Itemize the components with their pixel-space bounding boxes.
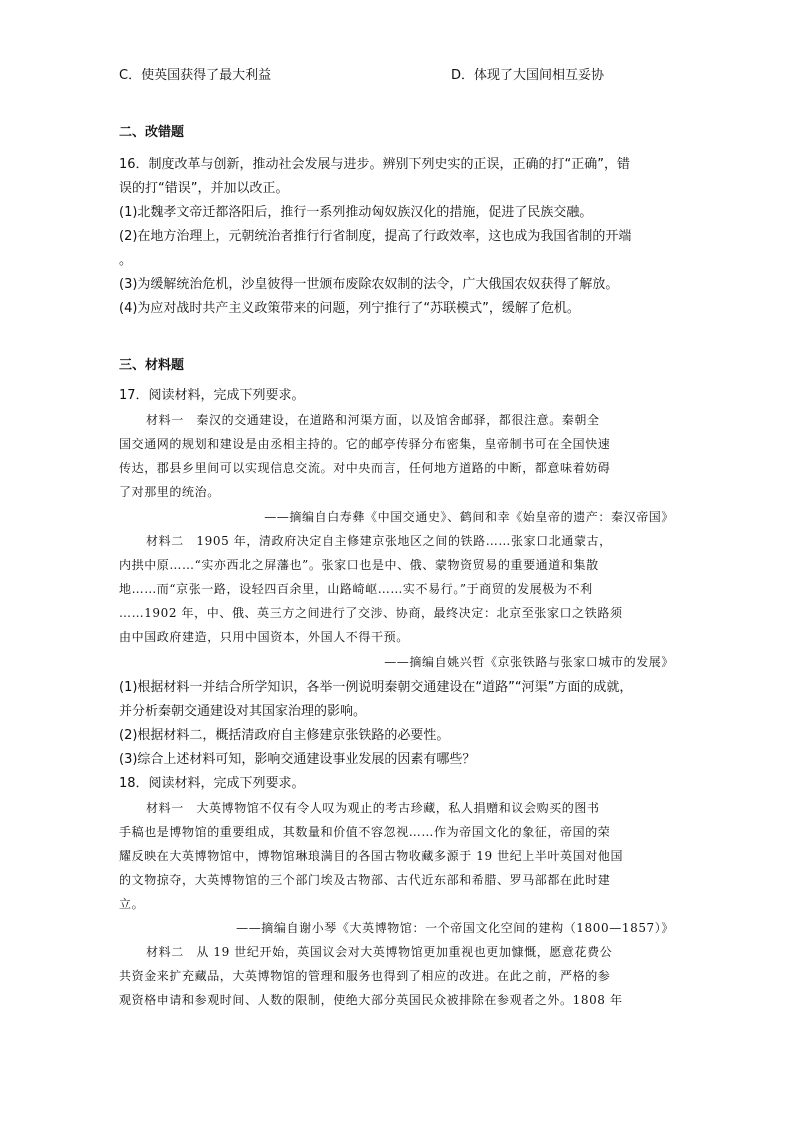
q18-material-1: 材料一 大英博物馆不仅有令人叹为观止的考古珍藏，私人捐赠和议会购买的图书 (146, 801, 600, 815)
section-heading-material: 三、材料题 (119, 358, 185, 373)
q16-item-4: (4)为应对战时共产主义政策带来的问题，列宁推行了“苏联模式”，缓解了危机。 (119, 301, 580, 316)
q18-material-2: 观资格申请和参观时间、人数的限制，使绝大部分英国民众被排除在参观者之外。1808 年 (119, 993, 623, 1007)
q16-stem-cont: 误的打“错误”，并加以改正。 (119, 181, 289, 196)
q18-material-1: 手稿也是博物馆的重要组成，其数量和价值不容忽视……作为帝国文化的象征，帝国的荣 (119, 825, 611, 839)
q18-material-2: 材料二 从 19 世纪开始，英国议会对大英博物馆更加重视也更加慷慨，愿意花费公 (146, 945, 613, 959)
q17-material-2: 材料二 1905 年，清政府决定自主修建京张地区之间的铁路……张家口北通蒙古， (146, 534, 612, 548)
q17-requirement-3: (3)综合上述材料可知，影响交通建设事业发展的因素有哪些？ (119, 752, 476, 767)
q16-stem: 16．制度改革与创新，推动社会发展与进步。辨别下列史实的正误，正确的打“正确”，错 (119, 157, 631, 172)
q18-material-1: 耀反映在大英博物馆中，博物馆琳琅满目的各国古物收藏多源于 19 世纪上半叶英国对他国 (119, 849, 624, 863)
q16-item-3: (3)为缓解统治危机，沙皇彼得一世颁布废除农奴制的法令，广大俄国农奴获得了解放。 (119, 277, 619, 292)
q16-item-2: (2)在地方治理上，元朝统治者推行行省制度，提高了行政效率，这也成为我国省制的开端 (119, 229, 632, 244)
q17-stem: 17．阅读材料，完成下列要求。 (119, 388, 305, 403)
q17-requirement-2: (2)根据材料二，概括清政府自主修建京张铁路的必要性。 (119, 728, 450, 743)
q16-item-1: (1)北魏孝文帝迁都洛阳后，推行一系列推动匈奴族汉化的措施，促进了民族交融。 (119, 205, 593, 220)
q17-material-1: 了对那里的统治。 (119, 485, 220, 499)
q18-stem: 18．阅读材料，完成下列要求。 (119, 776, 305, 791)
option-d: D．体现了大国间相互妥协 (451, 68, 605, 83)
option-c: C．使英国获得了最大利益 (119, 68, 272, 83)
q17-material-2: ……1902 年，中、俄、英三方之间进行了交涉、协商，最终决定：北京至张家口之铁路须 (119, 606, 623, 620)
q17-material-1: 传达，郡县乡里间可以实现信息交流。对中央而言，任何地方道路的中断，都意味着妨碍 (119, 461, 611, 475)
q17-material-1: 材料一 秦汉的交通建设，在道路和河渠方面，以及馆舍邮驿，都很注意。秦朝全 (146, 413, 600, 427)
q18-material-2: 共资金来扩充藏品，大英博物馆的管理和服务也得到了相应的改进。在此之前，严格的参 (119, 969, 611, 983)
q18-material-1: 立。 (119, 897, 145, 911)
q16-item-2-cont: 。 (119, 253, 133, 268)
q17-requirement-1-cont: 并分析秦朝交通建设对其国家治理的影响。 (119, 704, 367, 719)
section-heading-correction: 二、改错题 (119, 125, 185, 140)
q17-material-2: 内拱中原……“实亦西北之屏藩也”。张家口也是中、俄、蒙物资贸易的重要通道和集散 (119, 558, 599, 572)
q18-material-1-source: ——摘编自谢小琴《大英博物馆：一个帝国文化空间的建构（1800—1857）》 (236, 921, 674, 935)
q17-material-1: 国交通网的规划和建设是由丞相主持的。它的邮亭传驿分布密集，皇帝制书可在全国快速 (119, 437, 611, 451)
q18-material-1: 的文物掠夺，大英博物馆的三个部门埃及古物部、古代近东部和希腊、罗马部都在此时建 (119, 873, 611, 887)
q17-material-2: 地……而“京张一路，设轻四百余里，山路崎岖……实不易行。”于商贸的发展极为不利 (119, 582, 593, 596)
q17-material-1-source: ——摘编自白寿彝《中国交通史》、鹤间和幸《始皇帝的遗产：秦汉帝国》 (264, 510, 674, 524)
q17-material-2-source: ——摘编自姚兴哲《京张铁路与张家口城市的发展》 (384, 655, 674, 669)
q17-material-2: 由中国政府建造，只用中国资本，外国人不得干预。 (119, 630, 409, 644)
q17-requirement-1: (1)根据材料一并结合所学知识，各举一例说明秦朝交通建设在“道路”“河渠”方面的成就， (119, 680, 633, 695)
